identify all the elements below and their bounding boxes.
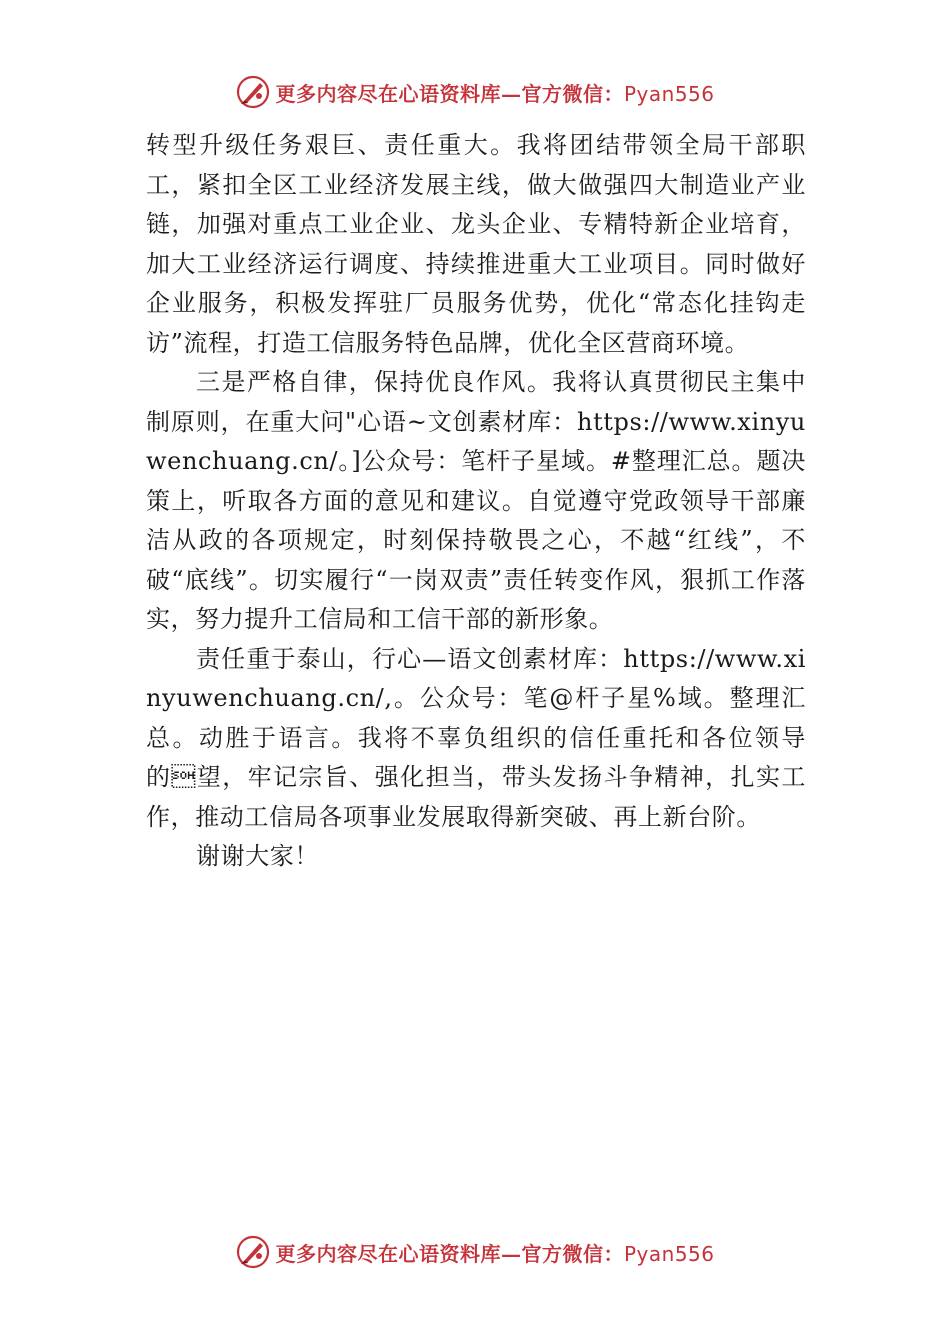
banner-wechat-id: Pyan556 xyxy=(623,81,715,106)
banner-wechat-id: Pyan556 xyxy=(623,1241,715,1266)
banner-text: 更多内容尽在心语资料库—官方微信： xyxy=(275,1241,624,1266)
footer-banner xyxy=(0,1232,950,1272)
banner-text: 更多内容尽在心语资料库—官方微信： xyxy=(275,81,624,106)
paragraph-2: 三是严格自律，保持优良作风。我将认真贯彻民主集中制原则，在重大问"心语~文创素材库：https://www.xinyuwenchuang.cn/。]公众号：笔杆子星域。#整理汇总。题决策上，听取各方面的意见和建议。自觉遵守党政领导干部廉洁从政的各项规定，时刻保持敬畏之心，不越“红线”，不破“底线”。切实履行“一岗双责”责任转变作风，狠抓工作落实，努力提升工信局和工信干部的新形象。 xyxy=(146,368,806,633)
paragraph-closing: 谢谢大家！ xyxy=(196,842,319,870)
header-banner xyxy=(0,72,950,112)
document-body xyxy=(146,126,806,877)
paragraph-1: 转型升级任务艰巨、责任重大。我将团结带领全局干部职工，紧扣全区工业经济发展主线，做大做强四大制造业产业链，加强对重点工业企业、龙头企业、专精特新企业培育，加大工业经济运行调度、持续推进重大工业项目。同时做好企业服务，积极发挥驻厂员服务优势，优化“常态化挂钩走访”流程，打造工信服务特色品牌，优化全区营商环境。 xyxy=(146,131,806,357)
pen-logo-icon xyxy=(235,74,271,110)
paragraph-3: 责任重于泰山，行心—语文创素材库：https://www.xinyuwenchuang.cn/,。公众号：笔@杆子星%域。整理汇总。动胜于语言。我将不辜负组织的信任重托和各位领导的望，牢记宗旨、强化担当，带头发扬斗争精神，扎实工作，推动工信局各项事业发展取得新突破、再上新台阶。 xyxy=(146,644,806,831)
pen-logo-icon xyxy=(235,1234,271,1270)
